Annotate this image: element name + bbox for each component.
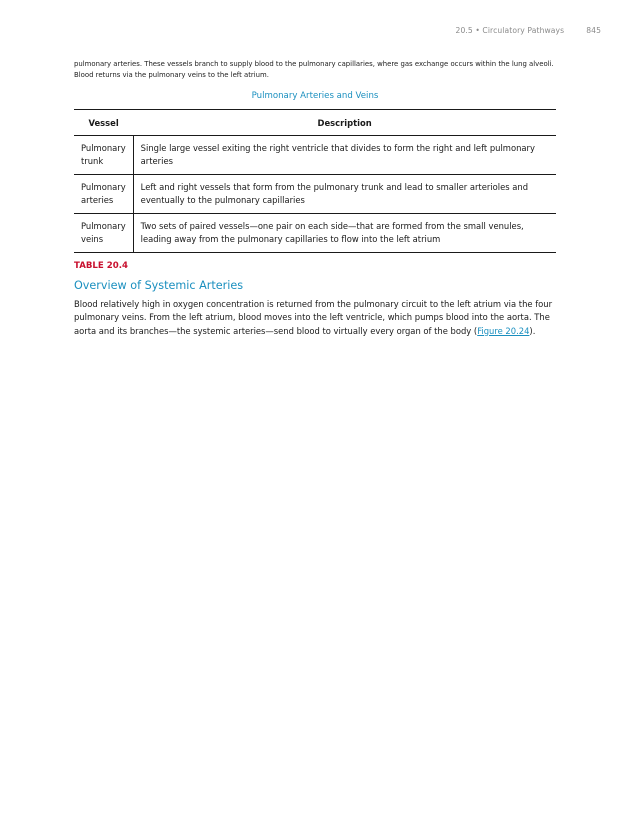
table-row xyxy=(74,214,556,253)
column-header-description: Description xyxy=(317,117,372,128)
running-head xyxy=(456,26,601,35)
table-row xyxy=(74,136,556,175)
pulmonary-vessels-table xyxy=(74,109,556,253)
column-header-vessel: Vessel xyxy=(88,117,119,128)
description-cell: Left and right vessels that form from the pulmonary trunk and lead to smaller arterioles and eventually to the pulmonary capillaries xyxy=(140,182,529,206)
body-text-start: Blood relatively high in oxygen concentration is returned from the pulmonary circuit to the left atrium via the four pulmonary veins. From the left atrium, blood moves into the left ventricle, which pumps blood into the aorta. The aorta and its branches—the systemic arteries—send blood to virtually every organ of the body ( xyxy=(74,299,553,336)
table-label: TABLE 20.4 xyxy=(74,261,128,272)
vessel-cell: Pulmonary veins xyxy=(74,214,133,253)
section-heading: Overview of Systemic Arteries xyxy=(74,279,244,293)
vessel-cell: Pulmonary arteries xyxy=(74,175,133,214)
table-header-row xyxy=(74,110,556,136)
body-text-end: ). xyxy=(529,325,536,336)
vessel-cell: Pulmonary trunk xyxy=(74,136,133,175)
intro-paragraph: pulmonary arteries. These vessels branch to supply blood to the pulmonary capillaries, where gas exchange occurs within the lung alveoli. Blood returns via the pulmonary veins to the left atrium. xyxy=(74,60,554,79)
figure-link[interactable]: Figure 20.24 xyxy=(477,325,530,336)
page-content xyxy=(74,59,556,338)
description-cell: Two sets of paired vessels—one pair on each side—that are formed from the small venules, leading away from the pulmonary capillaries to flow into the left atrium xyxy=(140,221,524,245)
table-row xyxy=(74,175,556,214)
page-number: 845 xyxy=(586,26,601,35)
running-head-section: 20.5 • Circulatory Pathways xyxy=(455,26,565,35)
body-paragraph xyxy=(74,298,556,338)
table-caption: Pulmonary Arteries and Veins xyxy=(251,91,379,102)
description-cell: Single large vessel exiting the right ventricle that divides to form the right and left pulmonary arteries xyxy=(140,143,535,167)
